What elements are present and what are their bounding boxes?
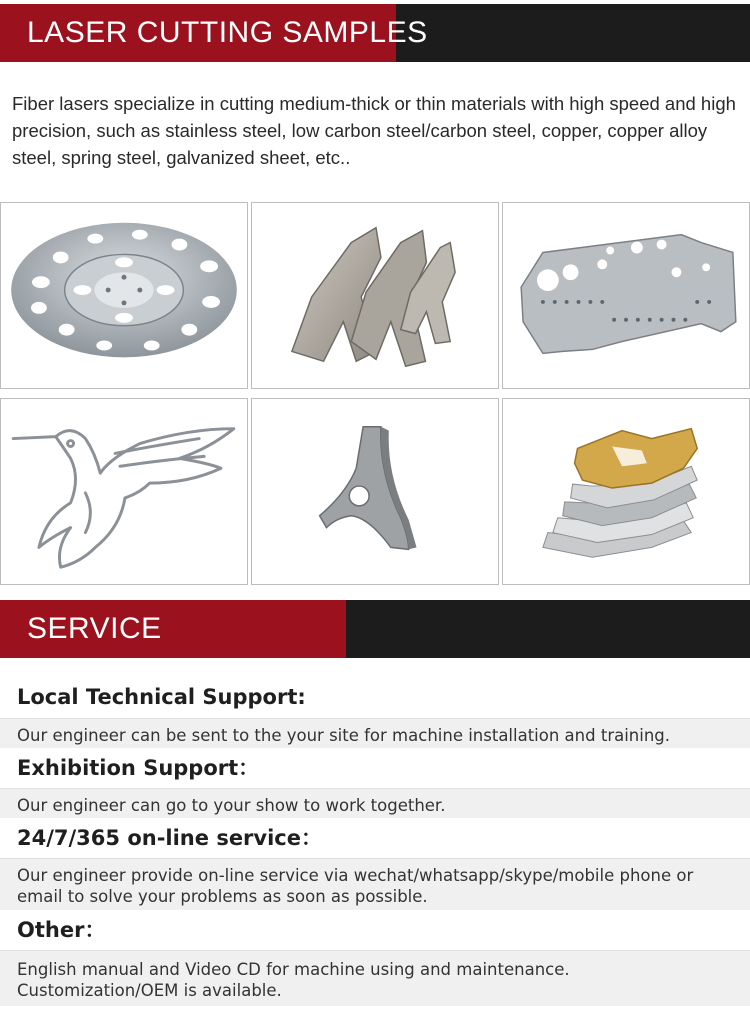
samples-title: LASER CUTTING SAMPLES bbox=[27, 16, 428, 49]
service-banner bbox=[0, 600, 750, 658]
service-description: Our engineer provide on-line service via wechat/whatsapp/skype/mobile phone or email to solve your problems as soon as possible. bbox=[0, 858, 750, 910]
service-heading: Local Technical Support: bbox=[17, 685, 306, 709]
sample-image-plate bbox=[502, 202, 750, 389]
service-heading: 24/7/365 on-line service： bbox=[17, 826, 322, 850]
sample-image-bracket bbox=[251, 202, 499, 389]
service-description: Our engineer can be sent to the your site for machine installation and training. bbox=[0, 718, 750, 748]
service-heading: Exhibition Support： bbox=[17, 756, 260, 780]
service-title: SERVICE bbox=[27, 612, 162, 645]
service-list bbox=[0, 676, 750, 1006]
samples-banner bbox=[0, 4, 750, 62]
service-heading: Other： bbox=[17, 918, 106, 942]
sample-image-threearm bbox=[251, 398, 499, 585]
samples-grid bbox=[0, 202, 750, 584]
sample-image-stacked bbox=[502, 398, 750, 585]
sample-image-sprocket bbox=[0, 202, 248, 389]
service-description: Our engineer can go to your show to work together. bbox=[0, 788, 750, 818]
sample-image-hummingbird bbox=[0, 398, 248, 585]
samples-intro: Fiber lasers specialize in cutting medium-thick or thin materials with high speed and high precision, such as stainless steel, low carbon steel/carbon steel, copper, copper alloy steel, spring steel, galvanized sheet, etc.. bbox=[12, 93, 736, 168]
service-description: English manual and Video CD for machine using and maintenance. Customization/OEM is available. bbox=[0, 950, 750, 1006]
